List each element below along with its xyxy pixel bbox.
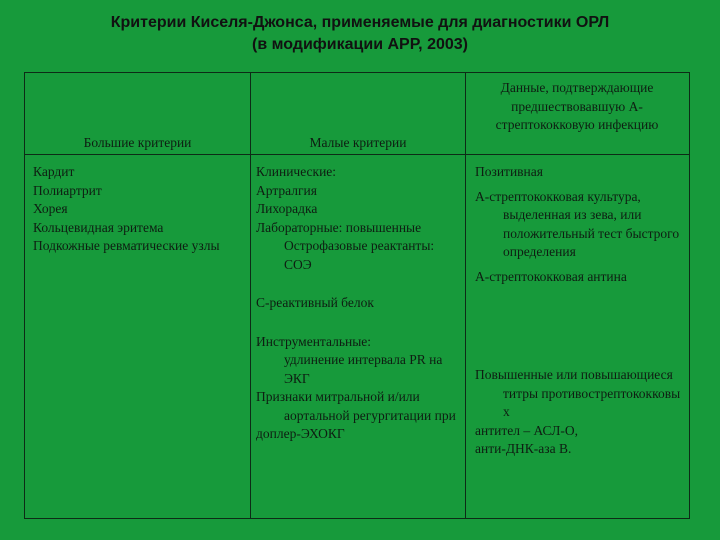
minor-lab-criterion: Лабораторные: повышенные Острофазовые реактанты: СОЭ	[256, 219, 435, 272]
header-evidence: Данные, подтверждающие предшествовавшую А-стрептококковую инфекцию	[495, 80, 659, 132]
evidence-item: А-стрептококковая антина	[475, 268, 627, 284]
minor-criterion: Артралгия	[256, 182, 317, 198]
evidence-item: анти-ДНК-аза В.	[475, 441, 572, 456]
major-criterion: Хорея	[33, 201, 68, 216]
evidence-item: А-стрептококковая культура, выделенная из зева, или положительный тест быстрого определения	[475, 188, 680, 259]
minor-criteria-list	[256, 163, 461, 444]
major-criterion: Подкожные ревматические узлы	[33, 238, 220, 253]
minor-criterion: удлинение интервала PR на ЭКГ	[284, 352, 443, 386]
title-line-2: (в модификации АРР, 2003)	[252, 36, 468, 53]
criteria-table	[24, 72, 690, 519]
major-criteria-list	[33, 163, 245, 256]
minor-criterion: Признаки митральной и/или аортальной регургитации при	[256, 389, 456, 423]
page-title	[0, 12, 720, 56]
minor-criterion: Лихорадка	[256, 201, 318, 216]
header-minor-criteria: Малые критерии	[309, 135, 407, 150]
evidence-item: антител – АСЛ-О,	[475, 422, 578, 438]
header-divider	[25, 154, 689, 155]
evidence-item: Позитивная	[475, 164, 543, 179]
evidence-item: Повышенные или повышающиеся титры противострептококковы х	[475, 367, 681, 419]
minor-criterion: С-реактивный белок	[256, 295, 374, 310]
evidence-list	[475, 163, 681, 459]
minor-instrumental-label: Инструментальные:	[256, 333, 372, 349]
major-criterion: Полиартрит	[33, 182, 102, 198]
minor-criterion: доплер-ЭХОКГ	[256, 426, 345, 441]
major-criterion: Кольцевидная эритема	[33, 219, 164, 235]
major-criterion: Кардит	[33, 164, 75, 179]
column-divider-2	[465, 73, 466, 518]
title-line-1: Критерии Киселя-Джонса, применяемые для диагностики ОРЛ	[110, 14, 610, 31]
header-major-criteria: Большие критерии	[83, 135, 192, 150]
minor-clinical-label: Клинические:	[256, 164, 337, 179]
